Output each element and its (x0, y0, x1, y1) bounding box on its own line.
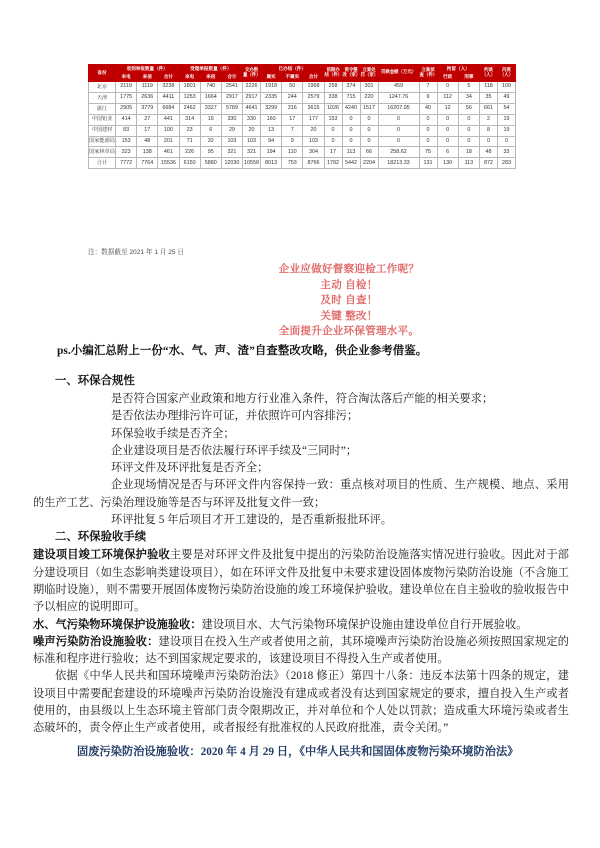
table-cell: 0 (342, 136, 360, 147)
solid-waste-lead: 固废污染防治设施验收： (77, 745, 201, 758)
table-cell: 1119 (137, 81, 158, 92)
table-cell: 6150 (179, 158, 200, 169)
table-row-province: 中国铝业 (89, 114, 116, 125)
compliance-item-7: 环评批复 5 年后项目才开工建设的，是否重新报批环评。 (111, 514, 393, 527)
table-cell: 321 (221, 147, 242, 158)
table-cell: 15536 (158, 158, 179, 169)
table-cell: 4641 (243, 103, 261, 114)
table-cell: 19 (498, 114, 516, 125)
table-source-note: 注：数据截至 2021 年 1 月 25 日 (88, 249, 185, 256)
table-cell: 7764 (137, 158, 158, 169)
table-cell: 0 (378, 125, 419, 136)
th-detained-admin: 行政 (437, 73, 458, 81)
solid-waste-text: 2020 年 4 月 29 日，《中华人民共和国固体废物污染环境防治法》 (200, 745, 519, 758)
table-row (89, 158, 516, 169)
table-cell: 0 (437, 114, 458, 125)
table-cell: 1517 (360, 103, 378, 114)
th-accountability: 问责（人） (498, 65, 516, 82)
th-case-investigation: 立案侦查（件） (419, 65, 437, 82)
table-cell: 20 (243, 125, 261, 136)
table-cell: 1968 (303, 81, 324, 92)
acceptance-item-construction (33, 547, 569, 616)
table-cell: 258.62 (378, 147, 419, 158)
table-cell: 160 (261, 114, 282, 125)
th-accepted-total: 合计 (221, 73, 242, 81)
table-cell: 194 (261, 147, 282, 158)
acceptance-lead-noise: 噪声污染防治设施验收： (33, 635, 159, 648)
table-row-province: 国家能源局 (89, 136, 116, 147)
table-cell: 6 (437, 147, 458, 158)
table-cell: 103 (221, 136, 242, 147)
table-cell: 16207.95 (378, 103, 419, 114)
th-province: 省份 (89, 65, 116, 82)
table-cell: 414 (116, 114, 137, 125)
table-cell: 2541 (221, 81, 242, 92)
table-cell: 314 (179, 114, 200, 125)
table-cell: 100 (158, 125, 179, 136)
th-fine-amount: 罚款金额（万元） (378, 65, 419, 82)
th-closed-true: 属实 (261, 73, 282, 81)
table-cell: 0 (437, 136, 458, 147)
table-cell: 244 (282, 92, 303, 103)
table-cell: 50 (282, 81, 303, 92)
table-cell: 56 (458, 103, 479, 114)
table-cell: 0 (378, 114, 419, 125)
table-cell: 0 (419, 114, 437, 125)
table-cell: 1026 (324, 103, 342, 114)
table-row-province: 浙江 (89, 103, 116, 114)
table-row-province: 天津 (89, 92, 116, 103)
table-cell: 49 (498, 92, 516, 103)
table-cell: 16 (200, 114, 221, 125)
th-early-closed: 前期办结（件） (324, 65, 342, 82)
table-cell: 0 (437, 81, 458, 92)
th-closed-false: 不属实 (282, 73, 303, 81)
table-cell: 661 (480, 103, 498, 114)
table-cell: 2462 (179, 103, 200, 114)
table-header-row-1 (89, 65, 516, 73)
table-cell: 0 (437, 125, 458, 136)
table-cell: 18213.33 (378, 158, 419, 169)
table-cell: 258 (324, 81, 342, 92)
th-group-received: 收到举报数量（件） (116, 65, 180, 73)
table-cell: 321 (243, 147, 261, 158)
table-cell: 2905 (116, 103, 137, 114)
table-cell: 177 (303, 114, 324, 125)
article-content (33, 343, 569, 761)
slogan-line: 全面提升企业环保管理水平。 (278, 325, 420, 338)
table-cell: 0 (324, 125, 342, 136)
table-cell: 7772 (116, 158, 137, 169)
table-cell: 283 (498, 158, 516, 169)
table-cell: 6684 (158, 103, 179, 114)
table-row (89, 114, 516, 125)
table-cell: 35 (480, 92, 498, 103)
acceptance-lead-construction: 建设项目竣工环境保护验收 (33, 549, 170, 562)
table-cell: 301 (360, 81, 378, 92)
table-cell: 1253 (179, 92, 200, 103)
table-row (89, 92, 516, 103)
th-detained-criminal: 刑事 (458, 73, 479, 81)
table-cell: 17 (324, 147, 342, 158)
noise-law-paragraph: 依据《中华人民共和国环境噪声污染防治法》（2018 修正）第四十八条：违反本法第十四条的规定，建设项目中需要配套建设的环境噪声污染防治设施没有建成或者没有达到国家规定的要求，擅自投入生产或者使用的，由县级以上生态环境主管部门责令限期改正，并对单位和个人处以罚款；造成重大环境污染或者生态破坏的，责令停止生产或者使用，或者报经有批准权的人民政府批准，责令关闭。” (33, 670, 569, 735)
table-cell: 83 (116, 125, 137, 136)
table-cell: 0 (378, 136, 419, 147)
table-row-province: 北京 (89, 81, 116, 92)
table-cell: 19 (498, 125, 516, 136)
table-cell: 2636 (137, 92, 158, 103)
table-cell: 461 (158, 147, 179, 158)
table-cell: 17 (137, 125, 158, 136)
table-cell: 0 (458, 114, 479, 125)
table-cell: 1775 (116, 92, 137, 103)
table-cell: 2 (480, 114, 498, 125)
table-cell: 1801 (179, 81, 200, 92)
table-row-province: 国家林草局 (89, 147, 116, 158)
table-cell: 48 (137, 136, 158, 147)
acceptance-item-water-air (33, 617, 569, 634)
table-cell: 95 (200, 147, 221, 158)
table-cell: 0 (360, 125, 378, 136)
table-cell: 71 (179, 136, 200, 147)
table-cell: 10558 (243, 158, 261, 169)
table-row (89, 103, 516, 114)
table-cell: 2917 (221, 92, 242, 103)
table-cell: 304 (303, 147, 324, 158)
table-cell: 109 (498, 81, 516, 92)
th-transfer-count: 交办数量（件） (243, 65, 261, 82)
acceptance-text-construction: 主要是对环评文件及批复中提出的污染防治设施落实情况进行验收。因此对于部分建设项目（如生态影响类建设项目），如在环评文件及批复中未要求建设固体废物污染防治设施（不含施工期临时设施），则不需要开展固体废物污染防治设施的竣工环境保护验收。建设单位在自主验收的验收报告中予以相应的说明即可。 (33, 549, 569, 614)
stat-table (88, 64, 516, 169)
table-cell: 12030 (221, 158, 242, 169)
table-cell: 113 (458, 158, 479, 169)
table-cell: 3615 (303, 103, 324, 114)
table-row (89, 81, 516, 92)
table-cell: 8 (480, 125, 498, 136)
table-cell: 0 (360, 114, 378, 125)
table-cell: 27 (137, 114, 158, 125)
acceptance-text-water-air: 建设项目水、大气污染物环境保护设施由建设单位自行开展验收。 (201, 618, 528, 631)
inspection-statistics-table (88, 64, 516, 169)
table-cell: 18 (458, 147, 479, 158)
table-cell: 1247.76 (378, 92, 419, 103)
acceptance-item-noise (33, 634, 569, 669)
table-cell: 3327 (200, 103, 221, 114)
table-cell: 113 (342, 147, 360, 158)
table-cell: 118 (480, 81, 498, 92)
table-cell: 94 (261, 136, 282, 147)
table-cell: 131 (419, 158, 437, 169)
table-cell: 330 (243, 114, 261, 125)
table-cell: 54 (498, 103, 516, 114)
section-heading-1: 一、环保合规性 (55, 375, 135, 387)
table-cell: 5 (458, 81, 479, 92)
table-cell: 740 (200, 81, 221, 92)
th-group-closed: 已办结（件） (261, 65, 325, 73)
table-cell: 0 (458, 136, 479, 147)
table-cell: 441 (158, 114, 179, 125)
table-cell: 753 (282, 158, 303, 169)
table-body (89, 81, 516, 169)
table-cell: 112 (437, 92, 458, 103)
table-cell: 4411 (158, 92, 179, 103)
table-row (89, 147, 516, 158)
table-cell: 5789 (221, 103, 242, 114)
table-cell: 0 (419, 125, 437, 136)
table-cell: 5880 (200, 158, 221, 169)
table-cell: 29 (221, 125, 242, 136)
table-cell: 1918 (261, 81, 282, 92)
table-cell: 9 (282, 136, 303, 147)
table-cell: 40 (419, 103, 437, 114)
table-cell: 32 (200, 136, 221, 147)
table-cell: 323 (116, 147, 137, 158)
table-cell: 2917 (243, 92, 261, 103)
table-cell: 1792 (324, 158, 342, 169)
compliance-item-5: 环评文件及环评批复是否齐全； (111, 462, 269, 475)
table-cell: 48 (480, 147, 498, 158)
table-cell: 103 (243, 136, 261, 147)
slogan-line: 及时 自查！ (320, 294, 378, 307)
table-cell: 9 (419, 92, 437, 103)
table-cell: 872 (480, 158, 498, 169)
table-cell: 201 (158, 136, 179, 147)
table-cell: 1664 (200, 92, 221, 103)
table-cell: 4240 (342, 103, 360, 114)
table-cell: 75 (419, 147, 437, 158)
th-received-call: 来电 (116, 73, 137, 81)
slogan-line: 企业应做好督察迎检工作呢？ (278, 263, 420, 275)
compliance-item-3: 环保验收手续是否齐全； (111, 427, 235, 440)
table-cell: 0 (480, 136, 498, 147)
table-cell: 0 (342, 114, 360, 125)
table-header (89, 65, 516, 82)
table-cell: 7 (282, 125, 303, 136)
table-cell: 34 (458, 92, 479, 103)
table-cell: 33 (498, 147, 516, 158)
table-cell: 20 (303, 125, 324, 136)
table-cell: 66 (360, 147, 378, 158)
table-cell: 0 (419, 136, 437, 147)
th-accepted-letter: 来信 (200, 73, 221, 81)
table-cell: 3779 (137, 103, 158, 114)
th-interviewed: 约谈（人） (480, 65, 498, 82)
table-cell: 2226 (243, 81, 261, 92)
slogan-line: 关键 整改！ (320, 309, 378, 322)
table-row-province: 中国建材 (89, 125, 116, 136)
table-cell: 110 (282, 147, 303, 158)
th-received-total: 合计 (158, 73, 179, 81)
th-group-accepted: 受理举报数量（件） (179, 65, 243, 73)
slogan-block (0, 262, 600, 340)
table-cell: 12 (437, 103, 458, 114)
table-cell: 3299 (261, 103, 282, 114)
th-accepted-call: 来电 (179, 73, 200, 81)
table-cell: 0 (458, 125, 479, 136)
table-cell: 0 (342, 125, 360, 136)
table-cell: 2204 (360, 158, 378, 169)
table-row (89, 136, 516, 147)
table-cell: 0 (498, 136, 516, 147)
compliance-item-1: 是否符合国家产业政策和地方行业准入条件，符合淘汰落后产能的相关要求； (111, 393, 494, 405)
table-cell: 17 (282, 114, 303, 125)
table-cell: 8013 (261, 158, 282, 169)
table-cell: 6 (200, 125, 221, 136)
ps-note: ps.小编汇总附上一份“水、气、声、渣”自查整改攻略，供企业参考借鉴。 (57, 345, 428, 357)
solid-waste-item (33, 744, 569, 761)
table-cell: 220 (360, 92, 378, 103)
compliance-item-6: 企业现场情况是否与环评文件内容保持一致：重点核对项目的性质、生产规模、地点、采用的生产工艺、污染治理设施等是否与环评及批复文件一致； (33, 479, 569, 509)
acceptance-lead-water-air: 水、气污染物环境保护设施验收： (33, 618, 202, 631)
table-cell: 2579 (303, 92, 324, 103)
table-cell: 715 (342, 92, 360, 103)
th-ordered-rectify: 责令整改（家） (342, 65, 360, 82)
table-cell: 338 (324, 92, 342, 103)
table-cell: 316 (282, 103, 303, 114)
table-cell: 153 (116, 136, 137, 147)
slogan-line: 主动 自检！ (320, 278, 378, 291)
table-cell: 459 (378, 81, 419, 92)
table-cell: 153 (324, 114, 342, 125)
th-closed-total: 合计 (303, 73, 324, 81)
table-cell: 3238 (158, 81, 179, 92)
table-cell: 0 (360, 136, 378, 147)
table-cell: 23 (179, 125, 200, 136)
table-row-province: 合计 (89, 158, 116, 169)
table-cell: 0 (324, 136, 342, 147)
table-cell: 130 (437, 158, 458, 169)
table-cell: 138 (137, 147, 158, 158)
th-group-detained: 拘留（人） (437, 65, 479, 73)
table-cell: 5442 (342, 158, 360, 169)
compliance-item-4: 企业建设项目是否依法履行环评手续及“三同时”； (111, 444, 358, 457)
table-cell: 330 (221, 114, 242, 125)
table-cell: 8766 (303, 158, 324, 169)
section-heading-2: 二、环保验收手续 (55, 531, 147, 544)
table-cell: 7 (419, 81, 437, 92)
table-cell: 2119 (116, 81, 137, 92)
table-header-row-2 (89, 73, 516, 81)
table-cell: 2335 (261, 92, 282, 103)
table-cell: 103 (303, 136, 324, 147)
th-case-penalty: 立案处罚（家） (360, 65, 378, 82)
acceptance-text-noise: 建设项目在投入生产或者使用之前，其环境噪声污染防治设施必须按照国家规定的标准和程序进行验收；达不到国家规定要求的，该建设项目不得投入生产或者使用。 (33, 635, 569, 666)
table-cell: 374 (342, 81, 360, 92)
th-received-letter: 来信 (137, 73, 158, 81)
table-row (89, 125, 516, 136)
table-cell: 226 (179, 147, 200, 158)
compliance-item-2: 是否依法办理排污许可证，并依照许可内容排污； (111, 410, 359, 423)
table-cell: 13 (261, 125, 282, 136)
